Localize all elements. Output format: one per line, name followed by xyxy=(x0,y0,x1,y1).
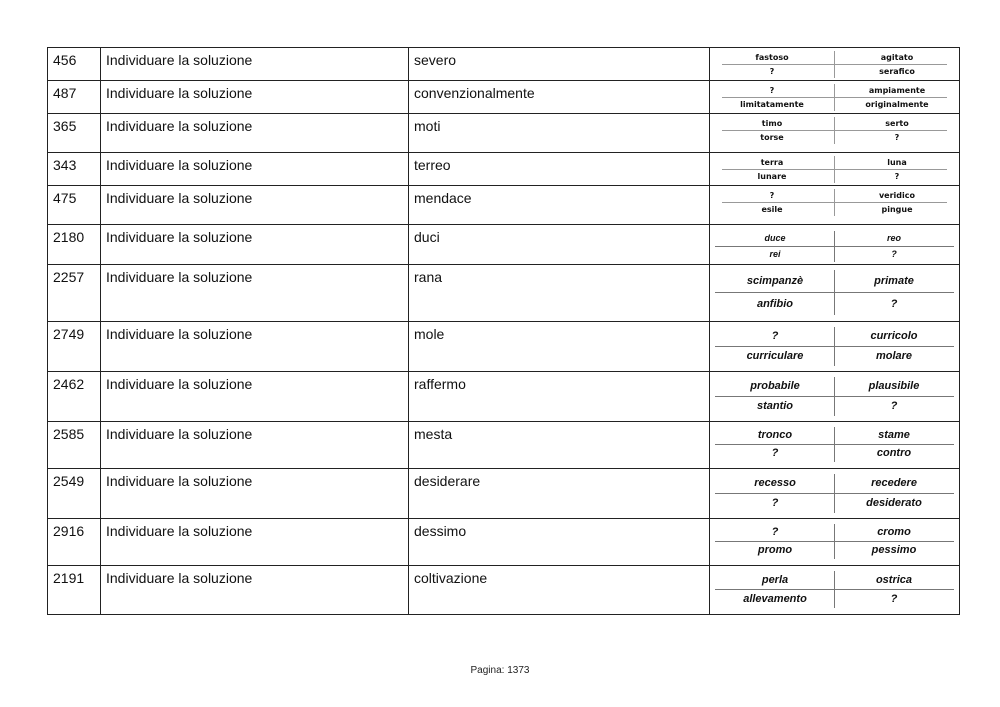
question-id xyxy=(48,81,101,114)
question-task-text: Individuare la soluzione xyxy=(106,269,253,285)
analogy-term: allevamento xyxy=(716,590,835,608)
analogy-grid xyxy=(710,114,959,144)
analogy-term: luna xyxy=(887,158,907,167)
question-task-text: Individuare la soluzione xyxy=(106,376,253,392)
analogy-grid-row xyxy=(710,494,959,513)
analogy-grid-row xyxy=(710,571,959,589)
question-word-text: duci xyxy=(414,229,440,245)
analogy-grid xyxy=(710,265,959,315)
question-task xyxy=(101,81,409,114)
question-word xyxy=(409,372,710,422)
analogy-grid-row xyxy=(710,203,959,216)
analogy-term: fastoso xyxy=(710,51,835,64)
analogy-term: scimpanzè xyxy=(716,270,835,292)
analogy-term: ? xyxy=(716,524,835,541)
question-task xyxy=(101,519,409,566)
question-task-text: Individuare la soluzione xyxy=(106,118,253,134)
question-id xyxy=(48,265,101,322)
question-word xyxy=(409,566,710,615)
analogy-grid-row xyxy=(710,170,959,183)
question-word-text: mendace xyxy=(414,190,472,206)
analogy-grid-row xyxy=(710,98,959,111)
analogy-grid-row xyxy=(710,293,959,315)
question-task-text: Individuare la soluzione xyxy=(106,570,253,586)
analogy-term: desiderato xyxy=(866,497,922,509)
analogy-grid xyxy=(710,186,959,216)
puzzle-cell xyxy=(710,519,960,566)
table-row xyxy=(48,372,960,422)
question-word-text: rana xyxy=(414,269,443,285)
analogy-term: terra xyxy=(710,156,835,169)
question-id-text: 2549 xyxy=(53,473,85,489)
question-id xyxy=(48,519,101,566)
table-row xyxy=(48,469,960,519)
question-word-text: desiderare xyxy=(414,473,481,489)
table-row xyxy=(48,186,960,225)
question-id-text: 2257 xyxy=(53,269,85,285)
analogy-grid-row xyxy=(710,156,959,169)
question-id xyxy=(48,225,101,265)
analogy-term: esile xyxy=(710,203,835,216)
puzzle-cell xyxy=(710,153,960,186)
analogy-term: cromo xyxy=(877,526,911,538)
table-row xyxy=(48,48,960,81)
question-task-text: Individuare la soluzione xyxy=(106,523,253,539)
question-id xyxy=(48,469,101,519)
analogy-grid-row xyxy=(710,117,959,130)
analogy-term: promo xyxy=(716,542,835,559)
analogy-term: molare xyxy=(875,350,913,362)
analogy-grid xyxy=(710,81,959,111)
question-word xyxy=(409,422,710,469)
question-id-text: 2916 xyxy=(53,523,85,539)
question-id-text: 2462 xyxy=(53,376,85,392)
question-task-text: Individuare la soluzione xyxy=(106,473,253,489)
analogy-term: torse xyxy=(710,131,835,144)
analogy-term: contro xyxy=(876,447,912,459)
puzzle-cell xyxy=(710,81,960,114)
question-task-text: Individuare la soluzione xyxy=(106,52,253,68)
analogy-term: probabile xyxy=(716,377,835,396)
puzzle-cell xyxy=(710,225,960,265)
table-row xyxy=(48,114,960,153)
analogy-term: duce xyxy=(716,231,835,246)
question-word-text: terreo xyxy=(414,157,451,173)
analogy-grid-row xyxy=(710,51,959,64)
analogy-grid-row xyxy=(710,542,959,559)
puzzle-cell xyxy=(710,422,960,469)
question-word-text: mole xyxy=(414,326,445,342)
analogy-grid-row xyxy=(710,84,959,97)
analogy-grid-row xyxy=(710,270,959,292)
question-word xyxy=(409,153,710,186)
analogy-grid xyxy=(710,566,959,608)
analogy-term: stantio xyxy=(716,397,835,416)
table-row xyxy=(48,153,960,186)
analogy-grid xyxy=(710,372,959,416)
analogy-grid-row xyxy=(710,131,959,144)
analogy-grid-row xyxy=(710,590,959,608)
analogy-term: lunare xyxy=(710,170,835,183)
analogy-grid xyxy=(710,225,959,262)
analogy-grid-row xyxy=(710,427,959,444)
analogy-term: pessimo xyxy=(871,544,917,556)
question-word-text: mesta xyxy=(414,426,453,442)
analogy-term: ? xyxy=(894,133,900,142)
quiz-table xyxy=(47,47,960,615)
analogy-term: ? xyxy=(710,84,835,97)
analogy-term: stame xyxy=(878,429,910,441)
analogy-term: recedere xyxy=(871,477,917,489)
question-task xyxy=(101,566,409,615)
question-word xyxy=(409,225,710,265)
question-task-text: Individuare la soluzione xyxy=(106,85,253,101)
analogy-term: tronco xyxy=(716,427,835,444)
analogy-grid-row xyxy=(710,474,959,493)
question-id xyxy=(48,566,101,615)
table-row xyxy=(48,322,960,372)
analogy-term: ? xyxy=(716,494,835,513)
question-word-text: severo xyxy=(414,52,457,68)
question-word xyxy=(409,186,710,225)
question-task xyxy=(101,225,409,265)
puzzle-cell xyxy=(710,469,960,519)
puzzle-cell xyxy=(710,566,960,615)
analogy-term: ? xyxy=(890,400,898,412)
analogy-term: perla xyxy=(716,571,835,589)
question-task xyxy=(101,48,409,81)
question-id xyxy=(48,372,101,422)
question-id-text: 343 xyxy=(53,157,77,173)
analogy-term: ? xyxy=(894,172,900,181)
question-task xyxy=(101,469,409,519)
question-id xyxy=(48,114,101,153)
analogy-term: ? xyxy=(891,249,897,259)
analogy-term: ? xyxy=(890,298,898,310)
question-task xyxy=(101,186,409,225)
question-id xyxy=(48,153,101,186)
question-id-text: 475 xyxy=(53,190,77,206)
analogy-grid-row xyxy=(710,347,959,366)
question-task-text: Individuare la soluzione xyxy=(106,426,253,442)
analogy-term: serafico xyxy=(879,67,915,76)
table-row xyxy=(48,81,960,114)
analogy-grid-row xyxy=(710,65,959,78)
question-word-text: coltivazione xyxy=(414,570,488,586)
table-row xyxy=(48,566,960,615)
analogy-grid xyxy=(710,153,959,183)
analogy-grid-row xyxy=(710,397,959,416)
analogy-term: timo xyxy=(710,117,835,130)
question-word xyxy=(409,265,710,322)
question-id-text: 2585 xyxy=(53,426,85,442)
question-task xyxy=(101,322,409,372)
analogy-term: ? xyxy=(710,189,835,202)
question-word-text: moti xyxy=(414,118,441,134)
question-word-text: dessimo xyxy=(414,523,467,539)
question-id xyxy=(48,322,101,372)
analogy-term: ostrica xyxy=(875,574,913,586)
analogy-grid-row xyxy=(710,377,959,396)
question-word xyxy=(409,469,710,519)
analogy-term: anfibio xyxy=(716,293,835,315)
analogy-term: primate xyxy=(874,275,914,287)
page-footer: Pagina: 1373 xyxy=(470,665,530,676)
question-task-text: Individuare la soluzione xyxy=(106,326,253,342)
analogy-grid-row xyxy=(710,247,959,262)
analogy-term: pingue xyxy=(881,205,913,214)
table-row xyxy=(48,519,960,566)
question-task xyxy=(101,265,409,322)
question-task-text: Individuare la soluzione xyxy=(106,229,253,245)
question-id xyxy=(48,48,101,81)
question-task-text: Individuare la soluzione xyxy=(106,190,253,206)
question-id-text: 456 xyxy=(53,52,77,68)
question-id-text: 365 xyxy=(53,118,77,134)
analogy-term: recesso xyxy=(716,474,835,493)
puzzle-cell xyxy=(710,48,960,81)
question-word xyxy=(409,322,710,372)
analogy-term: plausibile xyxy=(868,380,920,392)
analogy-grid-row xyxy=(710,231,959,246)
analogy-term: curricolo xyxy=(870,330,918,342)
analogy-term: agitato xyxy=(880,53,914,62)
question-task xyxy=(101,372,409,422)
table-row xyxy=(48,225,960,265)
analogy-term: originalmente xyxy=(865,100,929,109)
analogy-term: veridico xyxy=(878,191,916,200)
analogy-term: ampiamente xyxy=(868,86,926,95)
analogy-grid xyxy=(710,422,959,462)
question-task-text: Individuare la soluzione xyxy=(106,157,253,173)
analogy-term: reo xyxy=(886,233,901,243)
analogy-grid-row xyxy=(710,189,959,202)
table-row xyxy=(48,265,960,322)
analogy-term: ? xyxy=(890,593,898,605)
analogy-term: ? xyxy=(710,65,835,78)
analogy-term: rei xyxy=(716,247,835,262)
puzzle-cell xyxy=(710,186,960,225)
analogy-grid-row xyxy=(710,445,959,462)
analogy-term: limitatamente xyxy=(710,98,835,111)
question-word-text: convenzionalmente xyxy=(414,85,535,101)
question-task xyxy=(101,153,409,186)
analogy-term: ? xyxy=(716,445,835,462)
puzzle-cell xyxy=(710,265,960,322)
analogy-grid-row xyxy=(710,524,959,541)
table-row xyxy=(48,422,960,469)
analogy-grid-row xyxy=(710,327,959,346)
analogy-grid xyxy=(710,519,959,559)
question-word xyxy=(409,519,710,566)
question-task xyxy=(101,114,409,153)
puzzle-cell xyxy=(710,114,960,153)
question-id-text: 2191 xyxy=(53,570,85,586)
question-word xyxy=(409,114,710,153)
question-word xyxy=(409,48,710,81)
question-id-text: 2749 xyxy=(53,326,85,342)
analogy-grid xyxy=(710,469,959,513)
analogy-term: ? xyxy=(716,327,835,346)
question-word xyxy=(409,81,710,114)
question-id-text: 2180 xyxy=(53,229,85,245)
puzzle-cell xyxy=(710,372,960,422)
question-id xyxy=(48,422,101,469)
analogy-term: curriculare xyxy=(716,347,835,366)
question-word-text: raffermo xyxy=(414,376,466,392)
analogy-grid xyxy=(710,48,959,78)
analogy-grid xyxy=(710,322,959,366)
analogy-term: serto xyxy=(885,119,909,128)
puzzle-cell xyxy=(710,322,960,372)
question-id xyxy=(48,186,101,225)
question-id-text: 487 xyxy=(53,85,77,101)
question-task xyxy=(101,422,409,469)
